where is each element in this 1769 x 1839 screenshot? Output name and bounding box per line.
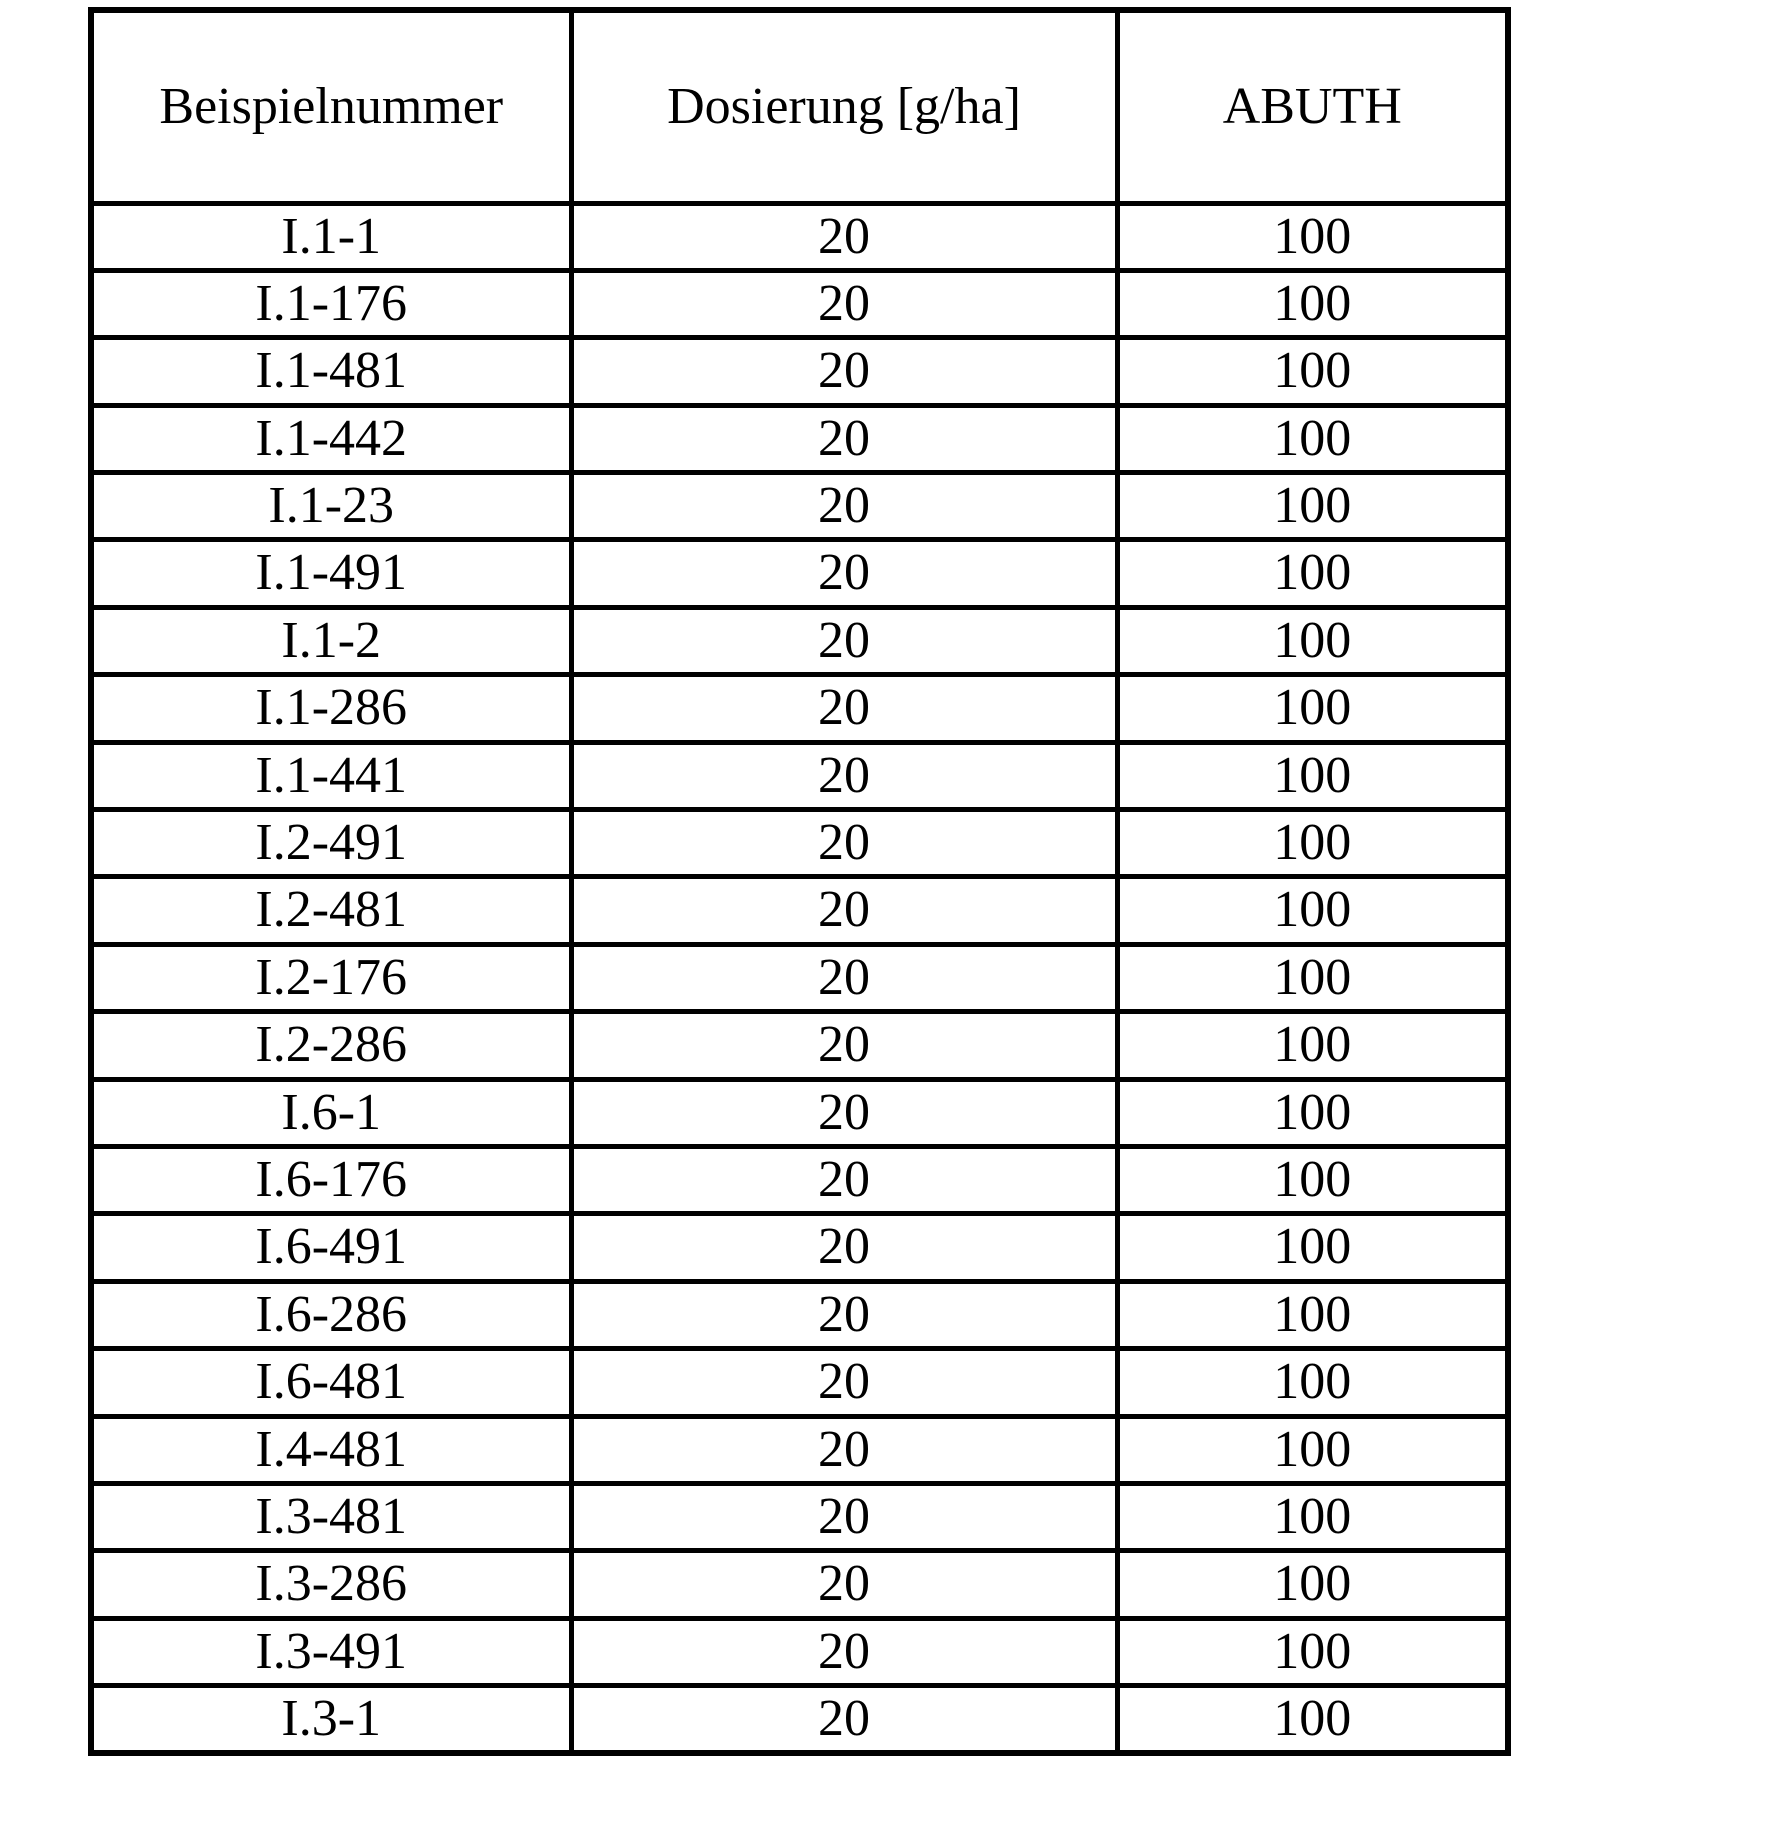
table-row: [91, 607, 1508, 674]
results-table: [88, 7, 1511, 1756]
table-row: [91, 338, 1508, 405]
cell-dosierung: 20: [571, 1686, 1117, 1754]
cell-beispielnummer: I.1-441: [91, 742, 571, 809]
table-row: [91, 540, 1508, 607]
cell-abuth: 100: [1117, 742, 1508, 809]
table-row: [91, 1686, 1508, 1754]
cell-dosierung: 20: [571, 1618, 1117, 1685]
table-row: [91, 1012, 1508, 1079]
table-row: [91, 675, 1508, 742]
cell-abuth: 100: [1117, 675, 1508, 742]
cell-abuth: 100: [1117, 338, 1508, 405]
cell-dosierung: 20: [571, 810, 1117, 877]
cell-dosierung: 20: [571, 1551, 1117, 1618]
cell-abuth: 100: [1117, 203, 1508, 270]
cell-abuth: 100: [1117, 270, 1508, 337]
table-row: [91, 1349, 1508, 1416]
cell-abuth: 100: [1117, 1281, 1508, 1348]
cell-dosierung: 20: [571, 1349, 1117, 1416]
cell-dosierung: 20: [571, 1416, 1117, 1483]
cell-beispielnummer: I.6-286: [91, 1281, 571, 1348]
table-row: [91, 1618, 1508, 1685]
table-row: [91, 877, 1508, 944]
cell-beispielnummer: I.3-1: [91, 1686, 571, 1754]
table-row: [91, 944, 1508, 1011]
table-row: [91, 810, 1508, 877]
table-row: [91, 405, 1508, 472]
cell-beispielnummer: I.3-481: [91, 1483, 571, 1550]
cell-abuth: 100: [1117, 1416, 1508, 1483]
header-row: [91, 10, 1508, 203]
cell-abuth: 100: [1117, 607, 1508, 674]
cell-beispielnummer: I.6-491: [91, 1214, 571, 1281]
header-dosierung: Dosierung [g/ha]: [571, 10, 1117, 203]
cell-dosierung: 20: [571, 203, 1117, 270]
header-abuth: ABUTH: [1117, 10, 1508, 203]
header-beispielnummer: Beispielnummer: [91, 10, 571, 203]
cell-beispielnummer: I.1-23: [91, 473, 571, 540]
cell-dosierung: 20: [571, 944, 1117, 1011]
cell-beispielnummer: I.6-481: [91, 1349, 571, 1416]
cell-beispielnummer: I.3-491: [91, 1618, 571, 1685]
cell-beispielnummer: I.2-491: [91, 810, 571, 877]
cell-beispielnummer: I.1-481: [91, 338, 571, 405]
cell-dosierung: 20: [571, 1079, 1117, 1146]
cell-beispielnummer: I.6-1: [91, 1079, 571, 1146]
cell-dosierung: 20: [571, 1483, 1117, 1550]
table-row: [91, 1551, 1508, 1618]
table-row: [91, 742, 1508, 809]
cell-dosierung: 20: [571, 473, 1117, 540]
cell-beispielnummer: I.1-286: [91, 675, 571, 742]
cell-beispielnummer: I.2-286: [91, 1012, 571, 1079]
cell-abuth: 100: [1117, 1349, 1508, 1416]
cell-dosierung: 20: [571, 1146, 1117, 1213]
cell-abuth: 100: [1117, 1618, 1508, 1685]
cell-beispielnummer: I.1-176: [91, 270, 571, 337]
table-row: [91, 473, 1508, 540]
table-row: [91, 1483, 1508, 1550]
table-row: [91, 1281, 1508, 1348]
cell-abuth: 100: [1117, 405, 1508, 472]
cell-dosierung: 20: [571, 742, 1117, 809]
cell-abuth: 100: [1117, 1551, 1508, 1618]
cell-abuth: 100: [1117, 944, 1508, 1011]
cell-abuth: 100: [1117, 540, 1508, 607]
cell-abuth: 100: [1117, 1079, 1508, 1146]
cell-abuth: 100: [1117, 877, 1508, 944]
table-row: [91, 1416, 1508, 1483]
cell-abuth: 100: [1117, 1483, 1508, 1550]
cell-beispielnummer: I.1-1: [91, 203, 571, 270]
cell-beispielnummer: I.2-176: [91, 944, 571, 1011]
table-row: [91, 270, 1508, 337]
table-row: [91, 203, 1508, 270]
cell-beispielnummer: I.1-442: [91, 405, 571, 472]
cell-dosierung: 20: [571, 675, 1117, 742]
cell-abuth: 100: [1117, 810, 1508, 877]
cell-beispielnummer: I.1-491: [91, 540, 571, 607]
table-row: [91, 1214, 1508, 1281]
cell-abuth: 100: [1117, 473, 1508, 540]
cell-abuth: 100: [1117, 1012, 1508, 1079]
cell-beispielnummer: I.2-481: [91, 877, 571, 944]
table-row: [91, 1079, 1508, 1146]
cell-dosierung: 20: [571, 607, 1117, 674]
cell-beispielnummer: I.6-176: [91, 1146, 571, 1213]
cell-dosierung: 20: [571, 338, 1117, 405]
table-row: [91, 1146, 1508, 1213]
cell-dosierung: 20: [571, 270, 1117, 337]
cell-dosierung: 20: [571, 540, 1117, 607]
cell-dosierung: 20: [571, 405, 1117, 472]
cell-dosierung: 20: [571, 1281, 1117, 1348]
cell-abuth: 100: [1117, 1146, 1508, 1213]
cell-abuth: 100: [1117, 1686, 1508, 1754]
cell-dosierung: 20: [571, 1012, 1117, 1079]
cell-beispielnummer: I.1-2: [91, 607, 571, 674]
cell-dosierung: 20: [571, 1214, 1117, 1281]
cell-beispielnummer: I.4-481: [91, 1416, 571, 1483]
cell-dosierung: 20: [571, 877, 1117, 944]
cell-abuth: 100: [1117, 1214, 1508, 1281]
table-body: [91, 203, 1508, 1753]
cell-beispielnummer: I.3-286: [91, 1551, 571, 1618]
